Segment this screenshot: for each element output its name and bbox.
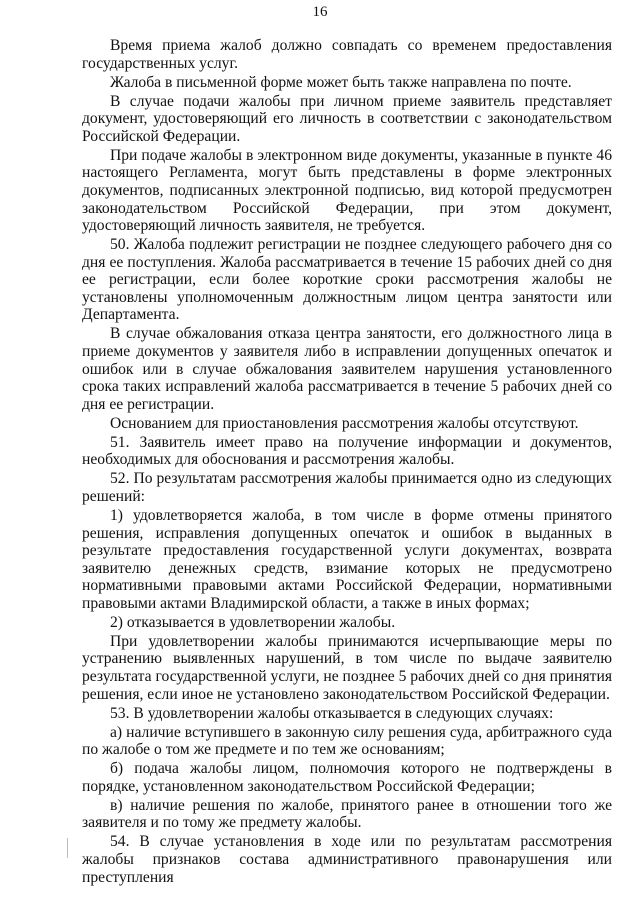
paragraph: б) подача жалобы лицом, полномочия которого не подтверждены в порядке, установленном законодательством Российской Федерации; [82,760,612,795]
paragraph: 50. Жалоба подлежит регистрации не позднее следующего рабочего дня со дня ее поступления. Жалоба рассматривается в течение 15 рабочих дней со дня ее регистрации, если более короткие сроки рассмотрения жалобы не установлены уполномоченным должностным лицом центра занятости или Департамента. [82,236,612,324]
paragraph: Время приема жалоб должно совпадать со временем предоставления государственных услуг. [82,37,612,72]
page-number: 16 [312,4,328,20]
paragraph: 1) удовлетворяется жалоба, в том числе в форме отмены принятого решения, исправления допущенных опечаток и ошибок в выданных в результате предоставления государственной услуги документах, возврата заявителю денежных средств, взимание которых не предусмотрено нормативными правовыми актами Российской Федерации, нормативными правовыми актами Владимирской области, а также в иных формах; [82,506,612,612]
paragraph: 2) отказывается в удовлетворении жалобы. [110,613,396,631]
paragraph: 51. Заявитель имеет право на получение информации и документов, необходимых для обоснования и рассмотрения жалобы. [82,433,612,469]
document-body [82,37,612,888]
paragraph: 54. В случае установления в ходе или по результатам рассмотрения жалобы признаков состава административного правонарушения или преступления [82,833,612,886]
paragraph: При подаче жалобы в электронном виде документы, указанные в пункте 46 настоящего Регламента, могут быть представлены в форме электронных документов, подписанных электронной подписью, вид которой предусмотрен законодательством Российской Федерации, при этом документ, удостоверяющий личность заявителя, не требуется. [82,146,612,235]
paragraph: 53. В удовлетворении жалобы отказывается в следующих случаях: [110,704,554,722]
paragraph: Жалоба в письменной форме может быть также направлена по почте. [110,73,572,91]
scan-margin-mark [67,838,68,858]
paragraph: В случае подачи жалобы при личном приеме заявитель представляет документ, удостоверяющий его личность в соответствии с законодательством Российской Федерации. [82,92,612,145]
paragraph: 52. По результатам рассмотрения жалобы принимается одно из следующих решений: [82,470,612,505]
paragraph: в) наличие решения по жалобе, принятого ранее в отношении того же заявителя и по тому же предмету жалобы. [82,796,612,832]
paragraph: а) наличие вступившего в законную силу решения суда, арбитражного суда по жалобе о том же предмете и по тем же основаниям; [82,723,612,759]
paragraph: Основанием для приостановления рассмотрения жалобы отсутствуют. [110,414,579,432]
paragraph: В случае обжалования отказа центра занятости, его должностного лица в приеме документов у заявителя либо в исправлении допущенных опечаток и ошибок или в случае обжалования заявителем нарушения установленного срока таких исправлений жалоба рассматривается в течение 5 рабочих дней со дня ее регистрации. [82,325,612,413]
paragraph: При удовлетворении жалобы принимаются исчерпывающие меры по устранению выявленных нарушений, в том числе по выдаче заявителю результата государственной услуги, не позднее 5 рабочих дней со дня принятия решения, если иное не установлено законодательством Российской Федерации. [82,632,612,703]
